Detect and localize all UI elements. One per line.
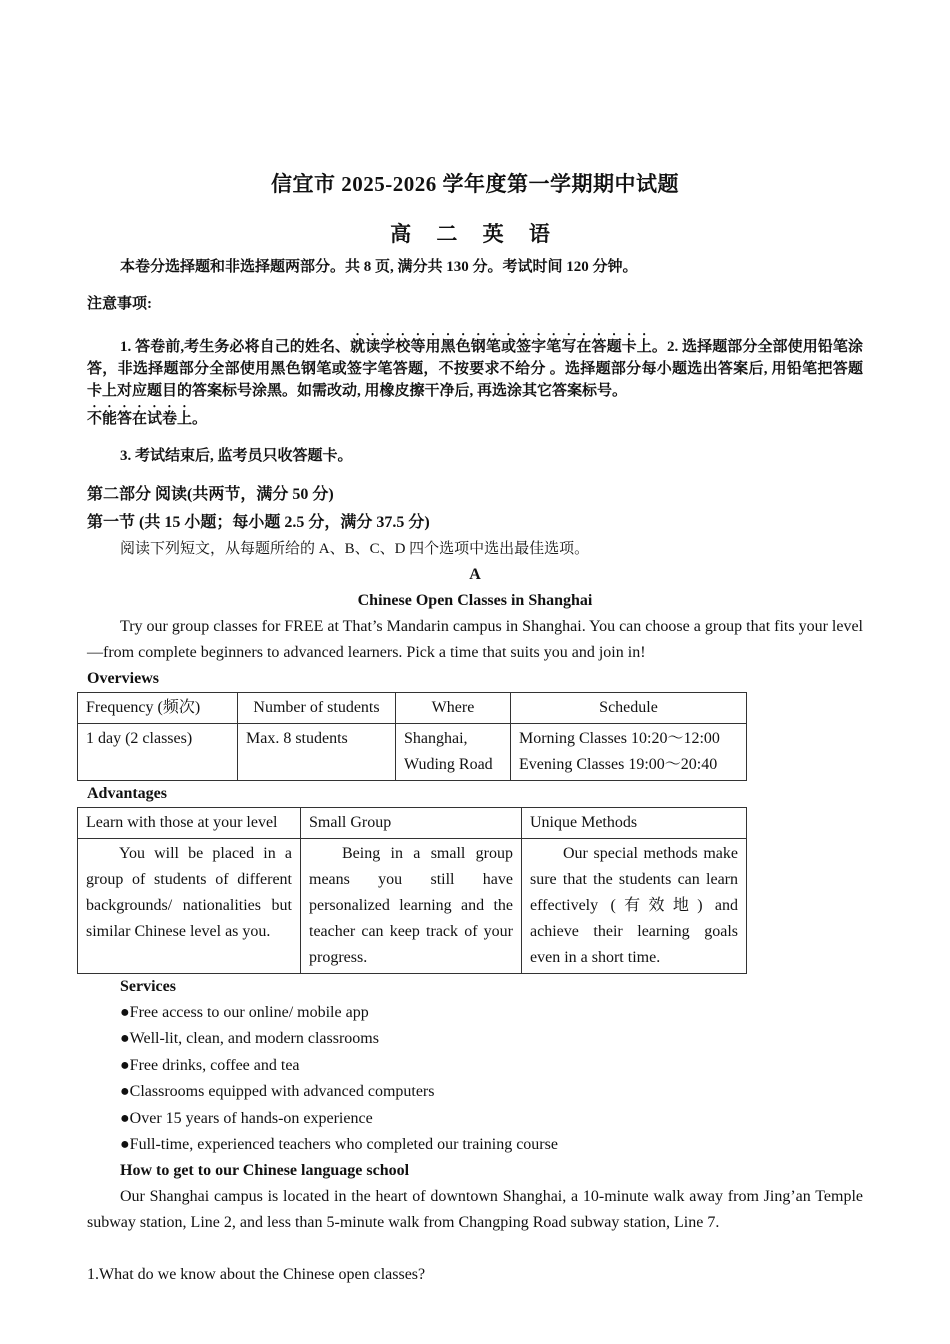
services-label: Services xyxy=(120,978,176,995)
advantages-label: Advantages xyxy=(87,785,168,802)
note-1-2 xyxy=(87,330,863,430)
table-header: Number of students xyxy=(238,693,396,724)
note-2-emphasis: 不能答在试卷上。 xyxy=(87,411,208,427)
list-item: ●Over 15 years of hands-on experience xyxy=(120,1109,373,1127)
schedule-cell xyxy=(511,724,747,781)
where-line: Shanghai, xyxy=(404,730,468,747)
table-header: Learn with those at your level xyxy=(78,808,301,839)
list-item: ●Full-time, experienced teachers who completed our training course xyxy=(120,1136,558,1154)
exam-title: 信宜市 2025-2026 学年度第一学期期中试题 xyxy=(271,172,679,196)
table-row xyxy=(78,724,747,781)
exam-page xyxy=(87,160,863,1288)
table-header: Where xyxy=(396,693,511,724)
table-header: Frequency (频次) xyxy=(78,693,238,724)
passage-title: Chinese Open Classes in Shanghai xyxy=(357,592,593,609)
schedule-line: Evening Classes 19:00～20:40 xyxy=(519,756,718,773)
advantages-table xyxy=(77,807,747,974)
advantage-cell: You will be placed in a group of students of different backgrounds/ nationalities but similar Chinese level as you. xyxy=(78,839,301,974)
passage-paragraph: Try our group classes for FREE at That’s Mandarin campus in Shanghai. You can choose a group that fits your level—from complete beginners to advanced learners. Pick a time that suits you and join in! xyxy=(87,618,863,661)
schedule-line: Morning Classes 10:20～12:00 xyxy=(519,730,720,747)
note-3: 3. 考试结束后, 监考员只收答题卡。 xyxy=(120,448,353,464)
advantage-cell: Our special methods make sure that the students can learn effectively (有效地) and achieve their learning goals even in a short time. xyxy=(522,839,747,974)
list-item: ●Well-lit, clean, and modern classrooms xyxy=(120,1030,379,1048)
question-1: 1.What do we know about the Chinese open classes? xyxy=(87,1266,426,1284)
note-2: 2. 选择题部分全部使用铅笔涂答，非选择题部分全部使用黑色钢笔或签字笔答题，不按要求不给分 。选择题部分每小题选出答案后, 用铅笔把答题卡上对应题目的答案标号涂黑。如需改动, 用橡皮擦干净后, 再选涂其它答案标号。 xyxy=(87,339,863,399)
list-item: ●Free access to our online/ mobile app xyxy=(120,1004,369,1021)
list-item: ●Free drinks, coffee and tea xyxy=(120,1056,300,1074)
howto-paragraph: Our Shanghai campus is located in the heart of downtown Shanghai, a 10-minute walk away from Jing’an Temple subway station, Line 2, and less than 5-minute walk from Changping Road subway station, Line 7. xyxy=(87,1188,863,1232)
overviews-label: Overviews xyxy=(87,670,159,687)
notes-label: 注意事项: xyxy=(87,296,152,312)
table-header-row xyxy=(78,808,747,839)
list-item: ●Classrooms equipped with advanced computers xyxy=(120,1083,435,1101)
table-header: Small Group xyxy=(301,808,522,839)
howto-label: How to get to our Chinese language school xyxy=(120,1162,410,1180)
table-header: Unique Methods xyxy=(522,808,747,839)
table-row xyxy=(78,839,747,974)
table-header-row xyxy=(78,693,747,724)
note-1-emphasis: 就读学校等用黑色钢笔或签字笔写在答题卡上。 xyxy=(350,339,667,355)
section-one-heading: 第一节 (共 15 小题；每小题 2.5 分，满分 37.5 分) xyxy=(87,514,430,531)
subject-title: 高 二 英 语 xyxy=(390,222,560,246)
part-two-heading: 第二部分 阅读(共两节，满分 50 分) xyxy=(87,486,334,503)
students-cell: Max. 8 students xyxy=(238,724,396,781)
where-cell xyxy=(396,724,511,781)
passage-letter: A xyxy=(469,566,481,583)
reading-instruction: 阅读下列短文，从每题所给的 A、B、C、D 四个选项中选出最佳选项。 xyxy=(120,541,590,557)
note-1-start: 1. 答卷前,考生务必将自己的姓名、 xyxy=(120,339,351,355)
table-header: Schedule xyxy=(511,693,747,724)
where-line: Wuding Road xyxy=(404,756,493,773)
advantage-cell: Being in a small group means you still have personalized learning and the teacher can keep track of your progress. xyxy=(301,839,522,974)
exam-intro: 本卷分选择题和非选择题两部分。共 8 页, 满分共 130 分。考试时间 120 分钟。 xyxy=(120,259,638,275)
frequency-cell: 1 day (2 classes) xyxy=(78,724,238,781)
overview-table xyxy=(77,692,747,781)
